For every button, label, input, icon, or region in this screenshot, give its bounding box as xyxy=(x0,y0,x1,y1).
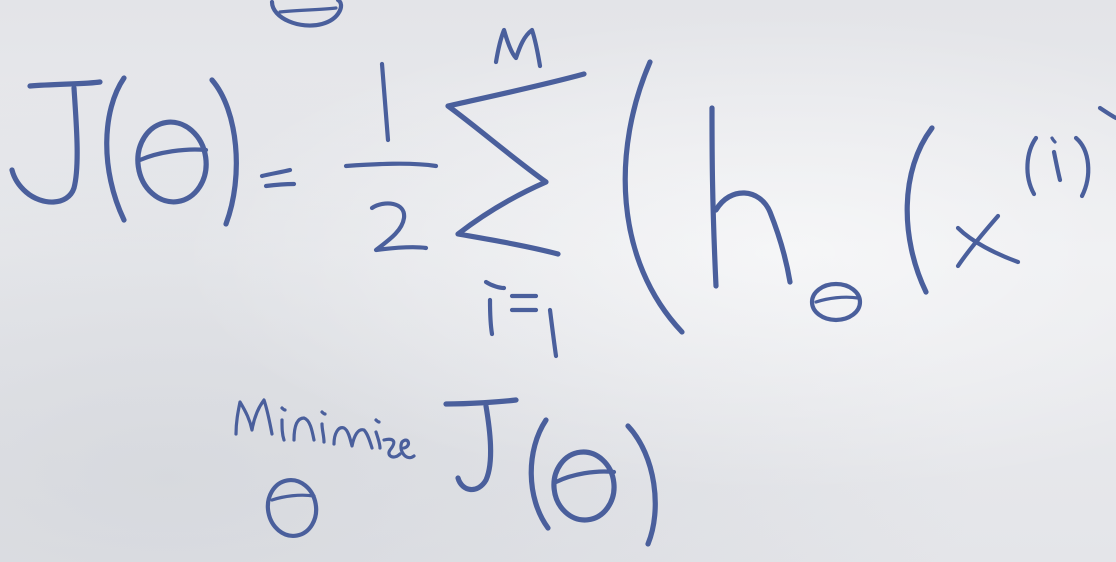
outer-paren xyxy=(625,62,682,332)
function-h xyxy=(712,108,860,320)
objective-j-theta xyxy=(446,400,655,544)
argument-x xyxy=(907,108,1116,292)
equals-sign xyxy=(262,170,294,186)
top-theta-fragment xyxy=(272,0,341,26)
lhs-j xyxy=(12,82,100,202)
lhs-paren-theta xyxy=(107,78,237,224)
summation-sigma xyxy=(448,30,584,356)
minimize-word xyxy=(236,400,414,540)
fraction-half xyxy=(346,64,436,250)
